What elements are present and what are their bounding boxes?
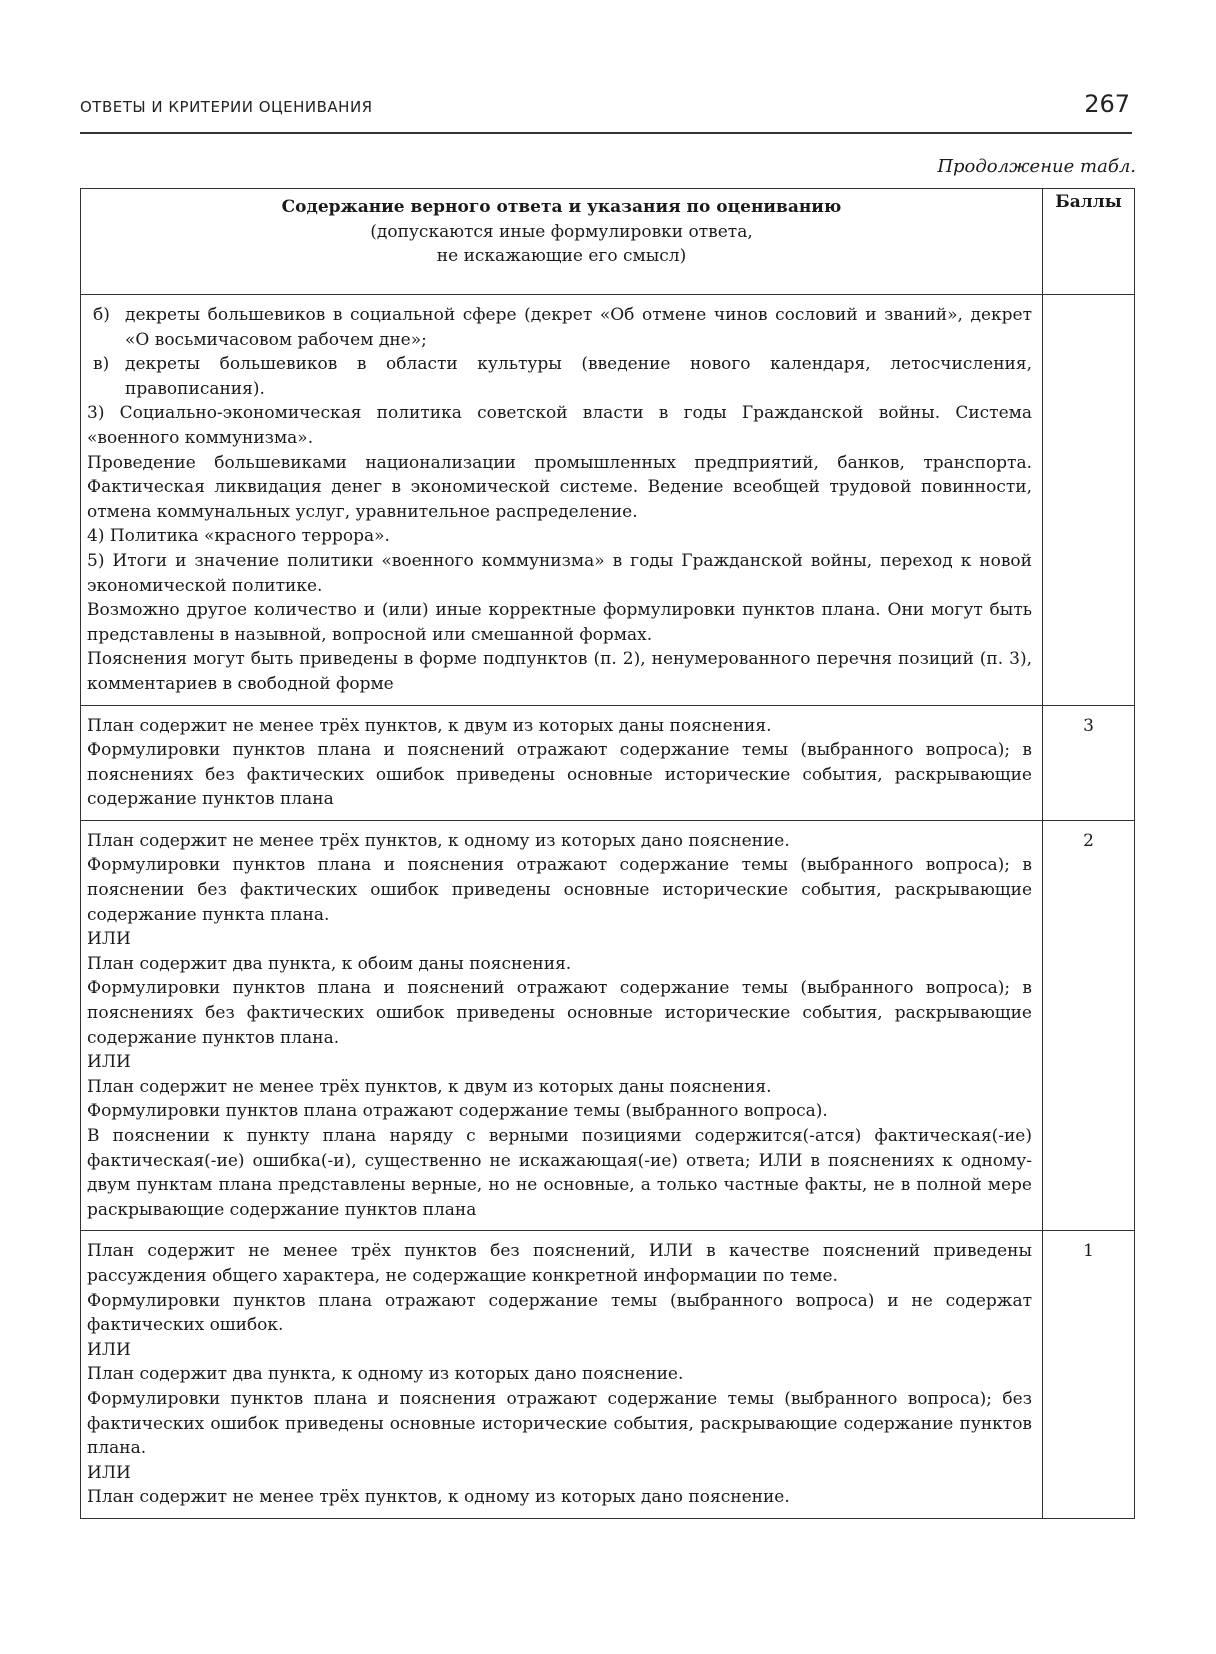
note-paragraph: Возможно другое количество и (или) иные корректные формулировки пунктов плана. Они могут быть представлены в назывной, вопросной или смешанной формах. [87, 600, 1032, 645]
table-row [81, 295, 1135, 706]
list-item: б) декреты большевиков в социальной сфере (декрет «Об отмене чинов сословий и званий», декрет «О восьмичасовом рабочем дне»; [93, 305, 1032, 350]
table-continuation-note: Продолжение табл. [937, 156, 1136, 177]
table-row [81, 820, 1135, 1231]
content-header-line: Содержание верного ответа и указания по оцениванию [281, 197, 842, 217]
criterion-text: Формулировки пунктов плана и пояснений отражают содержание темы (выбранного вопроса); в пояснениях без фактических ошибок приведены основные исторические события, раскрывающие содержание пунктов плана [87, 740, 1032, 810]
criteria-table [80, 188, 1135, 1519]
plan-item: 3) Социально-экономическая политика советской власти в годы Гражданской войны. Система «военного коммунизма». [87, 403, 1032, 448]
criterion-text: План содержит не менее трёх пунктов, к двум из которых даны пояснения. [87, 715, 772, 736]
page-number: 267 [1084, 90, 1130, 118]
table-row [81, 705, 1135, 820]
content-column-header [81, 189, 1043, 295]
criterion-text: Формулировки пунктов плана отражают содержание темы (выбранного вопроса) и не содержат фактических ошибок. [87, 1290, 1032, 1336]
criterion-text: Формулировки пунктов плана и пояснения отражают содержание темы (выбранного вопроса); в пояснении без фактических ошибок приведены основные исторические события, раскрывающие содержание пункта плана. [87, 855, 1032, 925]
plan-item-explanation: Проведение большевиками национализации промышленных предприятий, банков, транспорта. Фактическая ликвидация денег в экономической системе. Ведение всеобщей трудовой повинности, отмена коммунальных услуг, уравнительное распределение. [87, 452, 1032, 522]
criteria-cell [81, 705, 1043, 820]
score-cell: 3 [1043, 705, 1135, 820]
table-header-row [81, 189, 1135, 295]
answer-content-cell [81, 295, 1043, 706]
criterion-text: Формулировки пунктов плана и пояснений отражают содержание темы (выбранного вопроса); в пояснениях без фактических ошибок приведены основные исторические события, раскрывающие содержание пунктов плана. [87, 978, 1032, 1048]
criterion-text: План содержит не менее трёх пунктов, к одному из которых дано пояснение. [87, 1487, 790, 1508]
criteria-cell [81, 820, 1043, 1231]
criterion-text: План содержит два пункта, к обоим даны пояснения. [87, 953, 572, 974]
table-row [81, 1231, 1135, 1519]
or-separator: ИЛИ [87, 1052, 131, 1073]
page-header [80, 88, 1132, 134]
list-item: в) декреты большевиков в области культуры (введение нового календаря, летосчисления, правописания). [93, 354, 1032, 399]
score-column-header: Баллы [1043, 189, 1135, 295]
or-separator: ИЛИ [87, 1339, 131, 1360]
criterion-text: В пояснении к пункту плана наряду с верными позициями содержится(-атся) фактическая(-ие) фактическая(-ие) ошибка(-и), существенно не искажающая(-ие) ответа; ИЛИ в пояснениях к одному-двум пунктам плана представлены верные, но не основные, а только частные факты, не в полной мере раскрывающие содержание пунктов плана [87, 1126, 1032, 1220]
score-cell: 1 [1043, 1231, 1135, 1519]
criterion-text: Формулировки пунктов плана отражают содержание темы (выбранного вопроса). [87, 1101, 828, 1122]
or-separator: ИЛИ [87, 929, 131, 950]
running-title: ОТВЕТЫ И КРИТЕРИИ ОЦЕНИВАНИЯ [80, 98, 373, 116]
criterion-text: План содержит два пункта, к одному из которых дано пояснение. [87, 1364, 684, 1385]
plan-item: 4) Политика «красного террора». [87, 526, 390, 547]
content-header-line: (допускаются иные формулировки ответа, [370, 221, 753, 242]
criterion-text: План содержит не менее трёх пунктов без пояснений, ИЛИ в качестве пояснений приведены рассуждения общего характера, не содержащие конкретной информации по теме. [87, 1241, 1032, 1286]
score-cell: 2 [1043, 820, 1135, 1231]
content-header-line: не искажающие его смысл) [436, 246, 687, 267]
plan-item: 5) Итоги и значение политики «военного коммунизма» в годы Гражданской войны, переход к новой экономической политике. [87, 550, 1032, 596]
criterion-text: План содержит не менее трёх пунктов, к двум из которых даны пояснения. [87, 1076, 772, 1097]
criterion-text: Формулировки пунктов плана и пояснения отражают содержание темы (выбранного вопроса); без фактических ошибок приведены основные исторические события, раскрывающие содержание пунктов плана. [87, 1388, 1032, 1459]
or-separator: ИЛИ [87, 1462, 131, 1483]
criteria-cell [81, 1231, 1043, 1519]
note-paragraph: Пояснения могут быть приведены в форме подпунктов (п. 2), ненумерованного перечня позиций (п. 3), комментариев в свободной форме [87, 649, 1032, 694]
score-cell [1043, 295, 1135, 706]
criterion-text: План содержит не менее трёх пунктов, к одному из которых дано пояснение. [87, 830, 790, 851]
